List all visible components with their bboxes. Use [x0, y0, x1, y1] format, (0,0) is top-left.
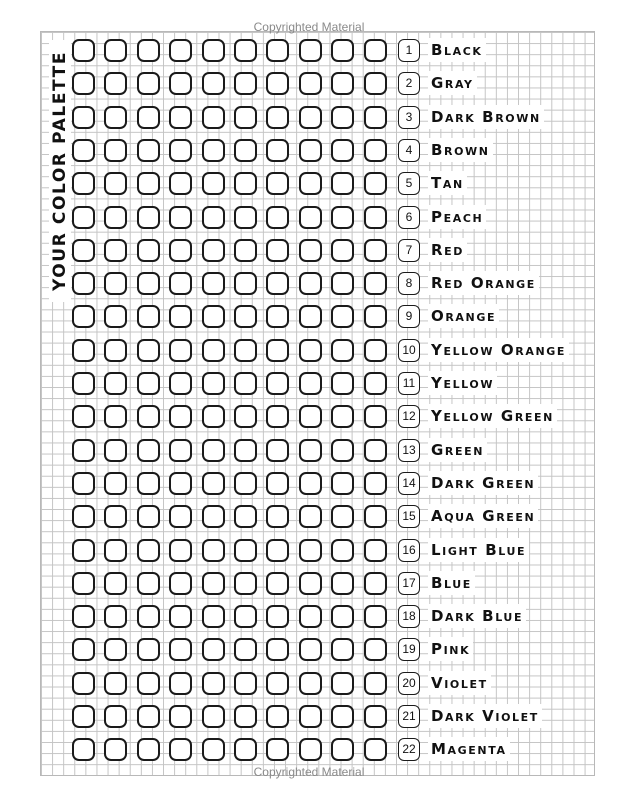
- color-swatch-box[interactable]: [299, 439, 322, 462]
- palette-row: [72, 139, 612, 165]
- color-number-badge: 16: [398, 539, 420, 562]
- color-swatch-box[interactable]: [266, 539, 289, 562]
- color-swatch-box[interactable]: [299, 339, 322, 362]
- color-swatch-box[interactable]: [169, 638, 192, 661]
- color-number-badge: 4: [398, 139, 420, 162]
- color-number-badge: 8: [398, 272, 420, 295]
- color-swatch-box[interactable]: [331, 139, 354, 162]
- color-name-label: Green: [428, 438, 487, 462]
- color-swatch-box[interactable]: [234, 505, 257, 528]
- color-swatch-box[interactable]: [104, 339, 127, 362]
- color-swatch-box[interactable]: [234, 539, 257, 562]
- color-swatch-box[interactable]: [72, 405, 95, 428]
- palette-row: [72, 172, 612, 198]
- color-swatch-box[interactable]: [72, 472, 95, 495]
- color-swatch-box[interactable]: [72, 206, 95, 229]
- color-swatch-box[interactable]: [104, 505, 127, 528]
- color-swatch-box[interactable]: [137, 139, 160, 162]
- color-name-label: Dark Violet: [428, 704, 542, 728]
- color-number-badge: 9: [398, 305, 420, 328]
- color-swatch-box[interactable]: [331, 572, 354, 595]
- color-number-badge: 19: [398, 638, 420, 661]
- color-swatch-box[interactable]: [137, 472, 160, 495]
- color-name-label: Orange: [428, 304, 499, 328]
- color-swatch-box[interactable]: [72, 605, 95, 628]
- color-swatch-box[interactable]: [299, 672, 322, 695]
- color-number-badge: 22: [398, 738, 420, 761]
- color-name-label: Dark Brown: [428, 105, 544, 129]
- color-swatch-box[interactable]: [299, 605, 322, 628]
- color-number-badge: 14: [398, 472, 420, 495]
- color-swatch-box[interactable]: [202, 638, 225, 661]
- color-swatch-box[interactable]: [202, 405, 225, 428]
- color-swatch-box[interactable]: [299, 638, 322, 661]
- color-swatch-box[interactable]: [104, 272, 127, 295]
- color-swatch-box[interactable]: [137, 39, 160, 62]
- color-name-label: Brown: [428, 138, 493, 162]
- color-swatch-box[interactable]: [234, 372, 257, 395]
- color-number-badge: 21: [398, 705, 420, 728]
- copyright-watermark-top: Copyrighted Material: [253, 20, 365, 34]
- color-swatch-box[interactable]: [331, 705, 354, 728]
- color-swatch-box[interactable]: [234, 39, 257, 62]
- color-swatch-box[interactable]: [104, 206, 127, 229]
- color-name-label: Aqua Green: [428, 504, 538, 528]
- color-swatch-box[interactable]: [331, 305, 354, 328]
- color-swatch-box[interactable]: [364, 572, 387, 595]
- color-number-badge: 15: [398, 505, 420, 528]
- color-swatch-box[interactable]: [234, 139, 257, 162]
- color-swatch-box[interactable]: [202, 272, 225, 295]
- color-swatch-box[interactable]: [234, 572, 257, 595]
- color-swatch-box[interactable]: [202, 705, 225, 728]
- color-swatch-box[interactable]: [137, 405, 160, 428]
- color-swatch-box[interactable]: [364, 439, 387, 462]
- color-swatch-box[interactable]: [331, 72, 354, 95]
- color-swatch-box[interactable]: [266, 305, 289, 328]
- color-swatch-box[interactable]: [202, 439, 225, 462]
- color-swatch-box[interactable]: [234, 72, 257, 95]
- color-swatch-box[interactable]: [364, 39, 387, 62]
- color-swatch-box[interactable]: [299, 72, 322, 95]
- color-swatch-box[interactable]: [72, 539, 95, 562]
- color-swatch-box[interactable]: [104, 72, 127, 95]
- color-swatch-box[interactable]: [104, 738, 127, 761]
- color-swatch-box[interactable]: [331, 372, 354, 395]
- color-swatch-box[interactable]: [364, 472, 387, 495]
- color-name-label: Magenta: [428, 737, 510, 761]
- color-swatch-box[interactable]: [266, 505, 289, 528]
- color-swatch-box[interactable]: [202, 72, 225, 95]
- palette-row: [72, 272, 612, 298]
- color-swatch-box[interactable]: [72, 638, 95, 661]
- color-swatch-box[interactable]: [331, 439, 354, 462]
- color-swatch-box[interactable]: [72, 339, 95, 362]
- color-swatch-box[interactable]: [364, 605, 387, 628]
- color-swatch-box[interactable]: [137, 339, 160, 362]
- palette-row: [72, 72, 612, 98]
- color-swatch-box[interactable]: [364, 305, 387, 328]
- color-swatch-box[interactable]: [104, 605, 127, 628]
- color-swatch-box[interactable]: [169, 239, 192, 262]
- color-swatch-box[interactable]: [331, 272, 354, 295]
- color-swatch-box[interactable]: [104, 405, 127, 428]
- color-swatch-box[interactable]: [104, 372, 127, 395]
- color-swatch-box[interactable]: [169, 72, 192, 95]
- color-name-label: Black: [428, 38, 486, 62]
- color-swatch-box[interactable]: [202, 172, 225, 195]
- palette-title: YOUR COLOR PALETTE: [49, 40, 71, 302]
- color-name-label: Light Blue: [428, 538, 529, 562]
- color-swatch-box[interactable]: [169, 405, 192, 428]
- color-swatch-box[interactable]: [331, 172, 354, 195]
- color-number-badge: 13: [398, 439, 420, 462]
- color-swatch-box[interactable]: [72, 572, 95, 595]
- color-name-label: Violet: [428, 671, 491, 695]
- color-swatch-box[interactable]: [104, 672, 127, 695]
- color-swatch-box[interactable]: [234, 272, 257, 295]
- color-swatch-box[interactable]: [234, 405, 257, 428]
- color-swatch-box[interactable]: [169, 472, 192, 495]
- palette-row: [72, 505, 612, 531]
- color-swatch-box[interactable]: [72, 372, 95, 395]
- color-swatch-box[interactable]: [137, 505, 160, 528]
- color-swatch-box[interactable]: [364, 272, 387, 295]
- color-swatch-box[interactable]: [234, 439, 257, 462]
- color-swatch-box[interactable]: [364, 139, 387, 162]
- color-number-badge: 17: [398, 572, 420, 595]
- color-swatch-box[interactable]: [331, 472, 354, 495]
- color-swatch-box[interactable]: [72, 439, 95, 462]
- color-swatch-box[interactable]: [299, 272, 322, 295]
- color-swatch-box[interactable]: [299, 738, 322, 761]
- color-swatch-box[interactable]: [104, 172, 127, 195]
- color-swatch-box[interactable]: [266, 272, 289, 295]
- palette-row: [72, 239, 612, 265]
- color-swatch-box[interactable]: [299, 572, 322, 595]
- color-swatch-box[interactable]: [202, 305, 225, 328]
- color-name-label: Red: [428, 238, 467, 262]
- color-swatch-box[interactable]: [331, 339, 354, 362]
- color-name-label: Yellow Green: [428, 404, 557, 428]
- color-swatch-box[interactable]: [266, 372, 289, 395]
- color-number-badge: 20: [398, 672, 420, 695]
- color-swatch-box[interactable]: [169, 172, 192, 195]
- color-swatch-box[interactable]: [169, 139, 192, 162]
- color-swatch-box[interactable]: [331, 39, 354, 62]
- color-swatch-box[interactable]: [137, 272, 160, 295]
- color-swatch-box[interactable]: [137, 705, 160, 728]
- color-swatch-box[interactable]: [169, 572, 192, 595]
- color-swatch-box[interactable]: [299, 372, 322, 395]
- palette-row: [72, 539, 612, 565]
- color-number-badge: 11: [398, 372, 420, 395]
- color-name-label: Dark Blue: [428, 604, 526, 628]
- color-swatch-box[interactable]: [202, 738, 225, 761]
- color-swatch-box[interactable]: [104, 439, 127, 462]
- color-number-badge: 3: [398, 106, 420, 129]
- color-swatch-box[interactable]: [202, 539, 225, 562]
- color-swatch-box[interactable]: [299, 405, 322, 428]
- color-swatch-box[interactable]: [137, 638, 160, 661]
- color-swatch-box[interactable]: [364, 638, 387, 661]
- color-swatch-box[interactable]: [266, 472, 289, 495]
- color-swatch-box[interactable]: [72, 305, 95, 328]
- color-swatch-box[interactable]: [331, 539, 354, 562]
- color-name-label: Yellow: [428, 371, 497, 395]
- color-swatch-box[interactable]: [202, 39, 225, 62]
- color-number-badge: 12: [398, 405, 420, 428]
- color-swatch-box[interactable]: [202, 206, 225, 229]
- palette-row: [72, 572, 612, 598]
- color-swatch-box[interactable]: [104, 139, 127, 162]
- color-name-label: Dark Green: [428, 471, 538, 495]
- color-swatch-box[interactable]: [364, 738, 387, 761]
- color-swatch-box[interactable]: [364, 539, 387, 562]
- color-swatch-box[interactable]: [169, 672, 192, 695]
- color-swatch-box[interactable]: [331, 738, 354, 761]
- palette-row: [72, 339, 612, 365]
- color-swatch-box[interactable]: [169, 372, 192, 395]
- color-swatch-box[interactable]: [266, 572, 289, 595]
- color-swatch-box[interactable]: [202, 505, 225, 528]
- color-swatch-box[interactable]: [137, 572, 160, 595]
- color-swatch-box[interactable]: [364, 372, 387, 395]
- color-name-label: Gray: [428, 71, 477, 95]
- color-swatch-box[interactable]: [104, 305, 127, 328]
- color-number-badge: 18: [398, 605, 420, 628]
- color-swatch-box[interactable]: [234, 705, 257, 728]
- color-swatch-box[interactable]: [202, 672, 225, 695]
- color-swatch-box[interactable]: [72, 72, 95, 95]
- color-swatch-box[interactable]: [266, 106, 289, 129]
- color-name-label: Yellow Orange: [428, 338, 569, 362]
- color-swatch-box[interactable]: [234, 738, 257, 761]
- color-swatch-box[interactable]: [299, 305, 322, 328]
- palette-row: [72, 705, 612, 731]
- color-swatch-box[interactable]: [299, 139, 322, 162]
- color-swatch-box[interactable]: [72, 39, 95, 62]
- palette-row: [72, 738, 612, 764]
- color-swatch-box[interactable]: [169, 339, 192, 362]
- palette-row: [72, 405, 612, 431]
- color-swatch-box[interactable]: [202, 139, 225, 162]
- color-swatch-box[interactable]: [299, 106, 322, 129]
- color-swatch-box[interactable]: [169, 106, 192, 129]
- color-swatch-box[interactable]: [299, 472, 322, 495]
- palette-row: [72, 106, 612, 132]
- color-number-badge: 1: [398, 39, 420, 62]
- color-swatch-box[interactable]: [299, 39, 322, 62]
- color-swatch-box[interactable]: [169, 439, 192, 462]
- color-swatch-box[interactable]: [169, 305, 192, 328]
- color-swatch-box[interactable]: [234, 472, 257, 495]
- color-swatch-box[interactable]: [202, 472, 225, 495]
- color-swatch-box[interactable]: [364, 106, 387, 129]
- color-swatch-box[interactable]: [266, 172, 289, 195]
- color-swatch-box[interactable]: [137, 206, 160, 229]
- color-swatch-box[interactable]: [266, 638, 289, 661]
- color-swatch-box[interactable]: [234, 172, 257, 195]
- color-swatch-box[interactable]: [169, 206, 192, 229]
- palette-row: [72, 206, 612, 232]
- color-swatch-box[interactable]: [266, 39, 289, 62]
- color-swatch-box[interactable]: [266, 206, 289, 229]
- color-swatch-box[interactable]: [266, 705, 289, 728]
- color-swatch-box[interactable]: [137, 605, 160, 628]
- color-swatch-box[interactable]: [266, 439, 289, 462]
- color-name-label: Blue: [428, 571, 475, 595]
- color-swatch-box[interactable]: [202, 605, 225, 628]
- color-swatch-box[interactable]: [331, 605, 354, 628]
- color-swatch-box[interactable]: [364, 206, 387, 229]
- color-swatch-box[interactable]: [72, 172, 95, 195]
- color-swatch-box[interactable]: [234, 638, 257, 661]
- color-name-label: Pink: [428, 637, 473, 661]
- color-swatch-box[interactable]: [234, 339, 257, 362]
- color-swatch-box[interactable]: [234, 206, 257, 229]
- color-swatch-box[interactable]: [104, 239, 127, 262]
- color-swatch-box[interactable]: [234, 305, 257, 328]
- color-name-label: Peach: [428, 205, 486, 229]
- color-swatch-box[interactable]: [266, 239, 289, 262]
- color-swatch-box[interactable]: [331, 405, 354, 428]
- palette-row: [72, 638, 612, 664]
- color-swatch-box[interactable]: [331, 106, 354, 129]
- color-swatch-box[interactable]: [202, 372, 225, 395]
- color-swatch-box[interactable]: [331, 672, 354, 695]
- color-swatch-box[interactable]: [72, 106, 95, 129]
- color-swatch-box[interactable]: [104, 572, 127, 595]
- color-swatch-box[interactable]: [364, 405, 387, 428]
- color-swatch-box[interactable]: [72, 272, 95, 295]
- color-swatch-box[interactable]: [331, 638, 354, 661]
- palette-row: [72, 439, 612, 465]
- color-swatch-box[interactable]: [137, 172, 160, 195]
- color-swatch-box[interactable]: [364, 705, 387, 728]
- color-swatch-box[interactable]: [72, 239, 95, 262]
- color-name-label: Red Orange: [428, 271, 539, 295]
- color-swatch-box[interactable]: [137, 372, 160, 395]
- color-swatch-box[interactable]: [364, 672, 387, 695]
- color-swatch-box[interactable]: [299, 539, 322, 562]
- color-swatch-box[interactable]: [104, 39, 127, 62]
- color-swatch-box[interactable]: [169, 505, 192, 528]
- color-swatch-box[interactable]: [104, 106, 127, 129]
- color-swatch-box[interactable]: [169, 539, 192, 562]
- color-swatch-box[interactable]: [72, 672, 95, 695]
- color-swatch-box[interactable]: [202, 572, 225, 595]
- color-swatch-box[interactable]: [364, 172, 387, 195]
- palette-row: [72, 39, 612, 65]
- color-number-badge: 10: [398, 339, 420, 362]
- color-swatch-box[interactable]: [266, 738, 289, 761]
- color-swatch-box[interactable]: [137, 439, 160, 462]
- color-swatch-box[interactable]: [331, 505, 354, 528]
- color-swatch-box[interactable]: [72, 505, 95, 528]
- palette-row: [72, 305, 612, 331]
- color-swatch-box[interactable]: [331, 206, 354, 229]
- color-swatch-box[interactable]: [169, 738, 192, 761]
- color-swatch-box[interactable]: [364, 239, 387, 262]
- copyright-watermark-bottom: Copyrighted Material: [253, 765, 365, 779]
- color-swatch-box[interactable]: [104, 539, 127, 562]
- palette-row: [72, 372, 612, 398]
- color-swatch-box[interactable]: [299, 505, 322, 528]
- color-swatch-box[interactable]: [331, 239, 354, 262]
- color-swatch-box[interactable]: [234, 106, 257, 129]
- color-swatch-box[interactable]: [137, 738, 160, 761]
- color-swatch-box[interactable]: [299, 705, 322, 728]
- color-swatch-box[interactable]: [202, 106, 225, 129]
- palette-row: [72, 672, 612, 698]
- color-swatch-box[interactable]: [169, 705, 192, 728]
- color-swatch-box[interactable]: [169, 605, 192, 628]
- color-number-badge: 2: [398, 72, 420, 95]
- color-swatch-box[interactable]: [137, 106, 160, 129]
- color-swatch-box[interactable]: [202, 239, 225, 262]
- color-swatch-box[interactable]: [364, 505, 387, 528]
- color-swatch-box[interactable]: [234, 605, 257, 628]
- color-swatch-box[interactable]: [364, 72, 387, 95]
- color-number-badge: 5: [398, 172, 420, 195]
- color-swatch-box[interactable]: [266, 405, 289, 428]
- color-swatch-box[interactable]: [72, 738, 95, 761]
- color-swatch-box[interactable]: [137, 72, 160, 95]
- color-swatch-box[interactable]: [299, 172, 322, 195]
- palette-row: [72, 472, 612, 498]
- color-swatch-box[interactable]: [137, 672, 160, 695]
- color-number-badge: 6: [398, 206, 420, 229]
- color-swatch-box[interactable]: [364, 339, 387, 362]
- color-swatch-box[interactable]: [234, 672, 257, 695]
- color-swatch-box[interactable]: [137, 539, 160, 562]
- color-swatch-box[interactable]: [266, 339, 289, 362]
- color-swatch-box[interactable]: [169, 272, 192, 295]
- color-swatch-box[interactable]: [72, 139, 95, 162]
- color-name-label: Tan: [428, 171, 467, 195]
- color-swatch-box[interactable]: [72, 705, 95, 728]
- color-swatch-box[interactable]: [202, 339, 225, 362]
- color-swatch-box[interactable]: [299, 206, 322, 229]
- color-swatch-box[interactable]: [234, 239, 257, 262]
- palette-row: [72, 605, 612, 631]
- color-swatch-box[interactable]: [266, 72, 289, 95]
- color-swatch-box[interactable]: [137, 239, 160, 262]
- color-swatch-box[interactable]: [266, 139, 289, 162]
- color-swatch-box[interactable]: [266, 672, 289, 695]
- color-swatch-box[interactable]: [266, 605, 289, 628]
- color-number-badge: 7: [398, 239, 420, 262]
- color-swatch-box[interactable]: [104, 472, 127, 495]
- color-swatch-box[interactable]: [137, 305, 160, 328]
- color-swatch-box[interactable]: [104, 705, 127, 728]
- color-swatch-box[interactable]: [299, 239, 322, 262]
- color-swatch-box[interactable]: [104, 638, 127, 661]
- color-swatch-box[interactable]: [169, 39, 192, 62]
